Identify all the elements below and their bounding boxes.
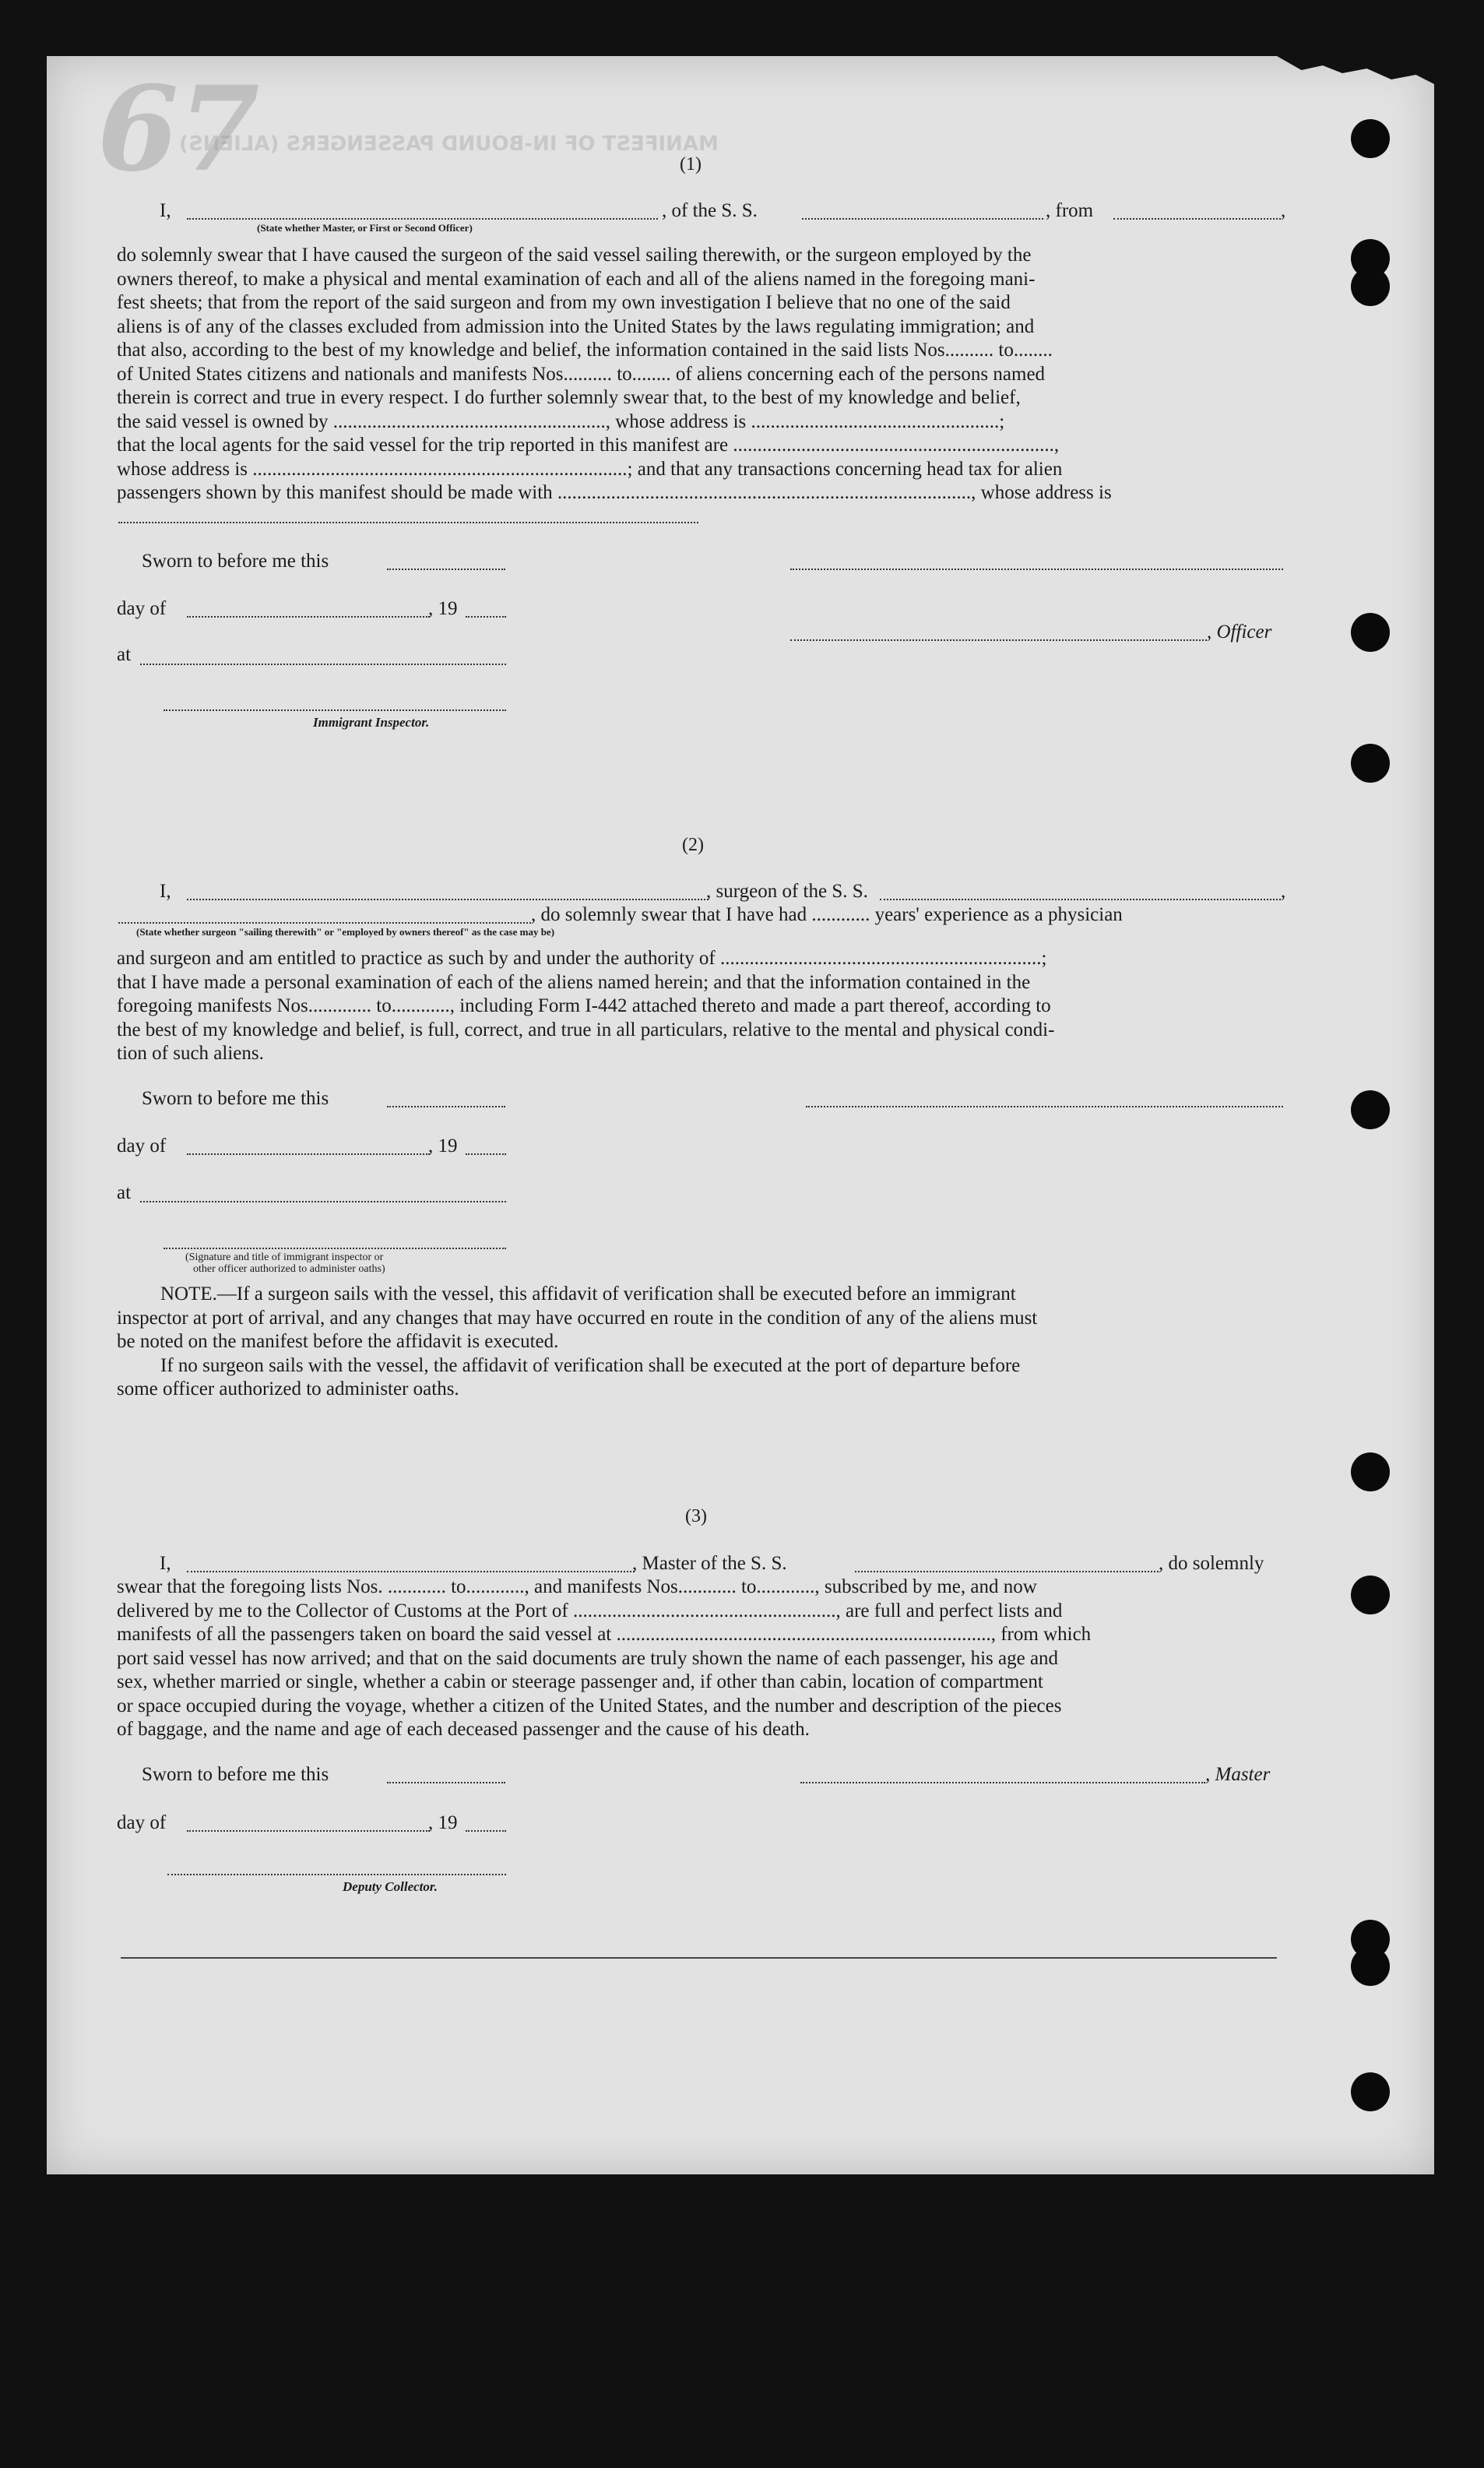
surgeon-signature-line[interactable] [806, 1106, 1283, 1107]
punch-hole [1351, 613, 1390, 652]
intro-i: I, [160, 1553, 171, 1574]
section-2-body [117, 947, 1285, 1066]
intro-i: I, [160, 881, 171, 902]
comma: , [1281, 200, 1286, 221]
day-of-field[interactable] [187, 1830, 430, 1832]
punch-hole [1351, 744, 1390, 783]
body-line: that the local agents for the said vessel for the trip reported in this manifest are .................................................................., [117, 435, 1060, 456]
sworn-label: Sworn to before me this [142, 551, 329, 572]
punch-hole [1351, 1090, 1390, 1129]
sworn-date-field[interactable] [387, 1782, 505, 1783]
section-3-body [117, 1576, 1285, 1742]
from-label: , from [1046, 200, 1094, 221]
sworn-label: Sworn to before me this [142, 1088, 329, 1109]
year-label: , 19 [428, 598, 458, 619]
surgeon-status-field[interactable] [118, 922, 531, 924]
master-name-field[interactable] [187, 218, 658, 220]
body-line: whose address is .............................................................................; and that any transactions concerning head tax for alien [117, 458, 1063, 480]
bottom-rule [121, 1957, 1277, 1959]
punch-hole [1351, 267, 1390, 306]
signature-caption-2: other officer authorized to administer oaths) [193, 1263, 385, 1275]
master-caption: (State whether Master, or First or Second Officer) [257, 222, 473, 234]
body-line: the best of my knowledge and belief, is full, correct, and true in all particulars, relative to the mental and physical condi- [117, 1019, 1055, 1040]
officer-signature-line-1[interactable] [790, 569, 1283, 570]
body-line: or space occupied during the voyage, whether a citizen of the United States, and the number and description of the pieces [117, 1695, 1062, 1716]
body-line: and surgeon and am entitled to practice as such by and under the authority of ..................................................................; [117, 948, 1047, 969]
body-line: aliens is of any of the classes excluded from admission into the United States by the laws regulating immigration; and [117, 315, 1035, 337]
ship-name-field[interactable] [880, 899, 1281, 900]
section-3-number: (3) [685, 1506, 707, 1526]
from-port-field[interactable] [1113, 218, 1281, 220]
body-line: the said vessel is owned by ........................................................, whose address is ...................................................; [117, 410, 1005, 432]
ship-name-field[interactable] [855, 1571, 1159, 1572]
year-field[interactable] [466, 616, 506, 618]
body-line: port said vessel has now arrived; and that on the said documents are truly shown the name of each passenger, his age and [117, 1647, 1059, 1669]
faint-header: MANIFEST OF IN-BOUND PASSENGERS (ALIENS) [179, 132, 719, 156]
year-label: , 19 [428, 1812, 458, 1833]
at-label: at [117, 1182, 132, 1203]
body-line: of baggage, and the name and age of each deceased passenger and the cause of his death. [117, 1719, 810, 1740]
signature-caption-1: (Signature and title of immigrant inspector or [185, 1252, 384, 1263]
body-line: tion of such aliens. [117, 1043, 264, 1064]
body-line: passengers shown by this manifest should be made with ....................................................................................., whose address is [117, 482, 1112, 503]
ship-name-field[interactable] [802, 218, 1043, 220]
note-line: inspector at port of arrival, and any changes that may have occurred en route in the condition of any of the aliens must [117, 1307, 1038, 1329]
year-field[interactable] [466, 1153, 506, 1155]
sworn-label: Sworn to before me this [142, 1764, 329, 1785]
punch-hole [1351, 119, 1390, 158]
section-1-intro [160, 200, 171, 222]
note-line: If no surgeon sails with the vessel, the affidavit of verification shall be executed at the port of departure before [160, 1354, 1021, 1376]
body-line: fest sheets; that from the report of the said surgeon and from my own investigation I believe that no one of the said [117, 292, 1011, 313]
year-label: , 19 [428, 1135, 458, 1157]
section-2-number: (2) [682, 835, 704, 855]
year-field[interactable] [466, 1830, 506, 1832]
surgeon-name-field[interactable] [187, 899, 709, 900]
inspector-signature-line[interactable] [164, 709, 506, 711]
note-line: NOTE.—If a surgeon sails with the vessel, this affidavit of verification shall be executed before an immigrant [160, 1283, 1016, 1304]
day-of-label: day of [117, 1812, 167, 1833]
do-solemnly-label: , do solemnly swear that I have had ............ years' experience as a physician [531, 904, 1123, 925]
surgeon-of-label: , surgeon of the S. S. [706, 881, 868, 902]
collector-caption: Deputy Collector. [343, 1879, 438, 1894]
body-line: manifests of all the passengers taken on board the said vessel at ............................................................................., from which [117, 1624, 1092, 1645]
at-label: at [117, 644, 132, 665]
body-line: sex, whether married or single, whether a cabin or steerage passenger and, if other than cabin, location of compartment [117, 1671, 1043, 1692]
body-line: therein is correct and true in every respect. I do further solemnly swear that, to the best of my knowledge and belief, [117, 387, 1021, 408]
master-signature-line[interactable] [800, 1782, 1205, 1783]
day-of-field[interactable] [187, 616, 430, 618]
body-line: do solemnly swear that I have caused the surgeon of the said vessel sailing therewith, or the surgeon employed by the [117, 245, 1032, 266]
officer-label: , Officer [1207, 621, 1272, 643]
note-line: be noted on the manifest before the affidavit is executed. [117, 1331, 559, 1352]
handwritten-page-number: 67 [97, 61, 260, 198]
intro-i: I, [160, 200, 171, 221]
sworn-date-field[interactable] [387, 1106, 505, 1107]
day-of-label: day of [117, 1135, 167, 1157]
at-field[interactable] [140, 1201, 506, 1202]
body-line: swear that the foregoing lists Nos. ............ to............, and manifests Nos............ to............, subscribed by me, and now [117, 1576, 1037, 1597]
officer-signature-line[interactable] [790, 639, 1207, 641]
body-line: owners thereof, to make a physical and mental examination of each and all of the aliens named in the foregoing mani- [117, 268, 1036, 290]
day-of-field[interactable] [187, 1153, 430, 1155]
master-name-field[interactable] [187, 1571, 635, 1572]
collector-signature-line[interactable] [167, 1874, 506, 1875]
body-line: that also, according to the best of my knowledge and belief, the information contained in the said lists Nos.......... to........ [117, 340, 1053, 361]
at-field[interactable] [140, 664, 506, 665]
day-of-label: day of [117, 598, 167, 619]
of-ss-label: , of the S. S. [662, 200, 758, 221]
inspector-caption: Immigrant Inspector. [313, 715, 430, 730]
body-line: of United States citizens and nationals and manifests Nos.......... to........ of aliens concerning each of the persons named [117, 363, 1046, 385]
punch-hole [1351, 1947, 1390, 1986]
do-solemnly-label: , do solemnly [1159, 1553, 1264, 1574]
master-label: , Master [1205, 1764, 1271, 1785]
comma: , [1281, 881, 1286, 902]
inspector-signature-line[interactable] [164, 1248, 506, 1249]
punch-hole [1351, 1576, 1390, 1614]
punch-hole [1351, 2072, 1390, 2111]
punch-hole [1351, 1452, 1390, 1491]
section-1-number: (1) [680, 154, 702, 174]
body-line: that I have made a personal examination of each of the aliens named herein; and that the information contained in the [117, 971, 1031, 993]
note-line: some officer authorized to administer oaths. [117, 1378, 459, 1399]
surgeon-caption: (State whether surgeon "sailing therewith" or "employed by owners thereof" as the case may be) [136, 926, 555, 938]
body-line: foregoing manifests Nos............. to............, including Form I-442 attached thereto and made a part thereof, according to [117, 995, 1051, 1016]
section-1-body [117, 244, 1285, 505]
sworn-date-field[interactable] [387, 569, 505, 570]
head-tax-address-field[interactable] [118, 522, 698, 523]
body-line: delivered by me to the Collector of Customs at the Port of ......................................................, are full and perfect lists and [117, 1600, 1063, 1621]
master-of-label: , Master of the S. S. [632, 1553, 787, 1574]
note-block [117, 1283, 1285, 1402]
